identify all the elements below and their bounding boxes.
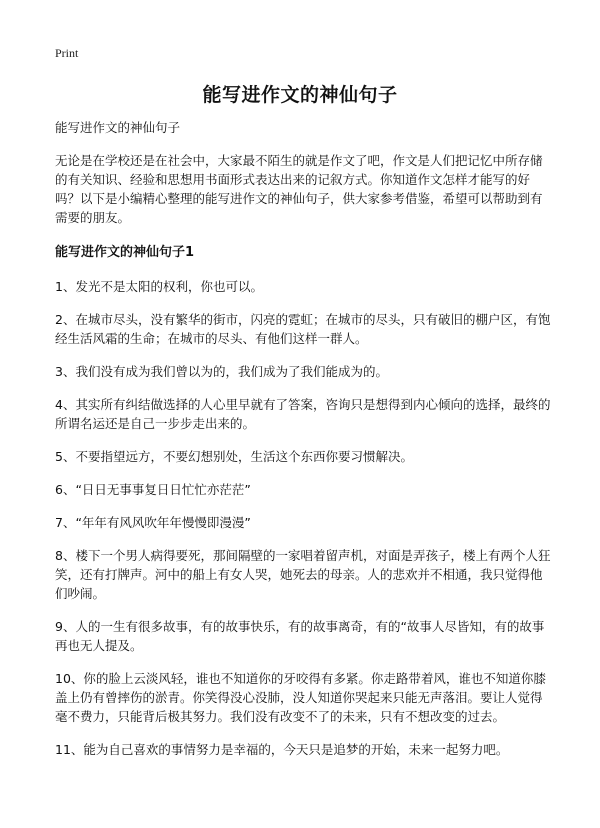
document-subtitle: 能写进作文的神仙句子 [55,120,181,135]
list-item: 9、人的一生有很多故事，有的故事快乐，有的故事离奇，有的“故事人尽皆知，有的故事再也无人提及。 [55,619,545,653]
list-item: 3、我们没有成为我们曾以为的，我们成为了我们能成为的。 [55,364,388,379]
list-item: 2、在城市尽头，没有繁华的街市，闪亮的霓虹；在城市的尽头，只有破旧的棚户区，有饱经生活风霜的生命；在城市的尽头、有他们这样一群人。 [55,312,551,346]
list-item: 11、能为自己喜欢的事情努力是幸福的，今天只是追梦的开始，未来一起努力吧。 [55,742,509,757]
list-item: 1、发光不是太阳的权利，你也可以。 [55,279,263,294]
print-link[interactable]: Print [55,46,79,60]
intro-paragraph: 无论是在学校还是在社会中，大家最不陌生的就是作文了吧，作文是人们把记忆中所存储的有关知识、经验和思想用书面形式表达出来的记叙方式。你知道作文怎样才能写的好吗？以下是小编精心整理的能写进作文的神仙句子，供大家参考借鉴，希望可以帮助到有需要的朋友。 [55,153,543,225]
list-item: 5、不要指望远方，不要幻想别处，生活这个东西你要习惯解决。 [55,449,413,464]
list-item: 7、“年年有风风吹年年慢慢即漫漫” [55,515,251,530]
list-item: 6、“日日无事事复日日忙忙亦茫茫” [55,482,251,497]
list-item: 8、楼下一个男人病得要死，那间隔壁的一家唱着留声机，对面是弄孩子，楼上有两个人狂笑，还有打牌声。河中的船上有女人哭，她死去的母亲。人的悲欢并不相通，我只觉得他们吵闹。 [55,548,551,601]
list-item: 10、你的脸上云淡风轻，谁也不知道你的牙咬得有多紧。你走路带着风，谁也不知道你膝盖上仍有曾摔伤的淤青。你笑得没心没肺，没人知道你哭起来只能无声落泪。要让人觉得毫不费力，只能背后极其努力。我们没有改变不了的未来，只有不想改变的过去。 [55,671,546,724]
section-heading: 能写进作文的神仙句子1 [55,245,195,260]
list-item: 4、其实所有纠结做选择的人心里早就有了答案，咨询只是想得到内心倾向的选择，最终的所谓名运还是自己一步步走出来的。 [55,397,551,431]
document-title: 能写进作文的神仙句子 [202,84,398,106]
document-body [55,118,552,773]
